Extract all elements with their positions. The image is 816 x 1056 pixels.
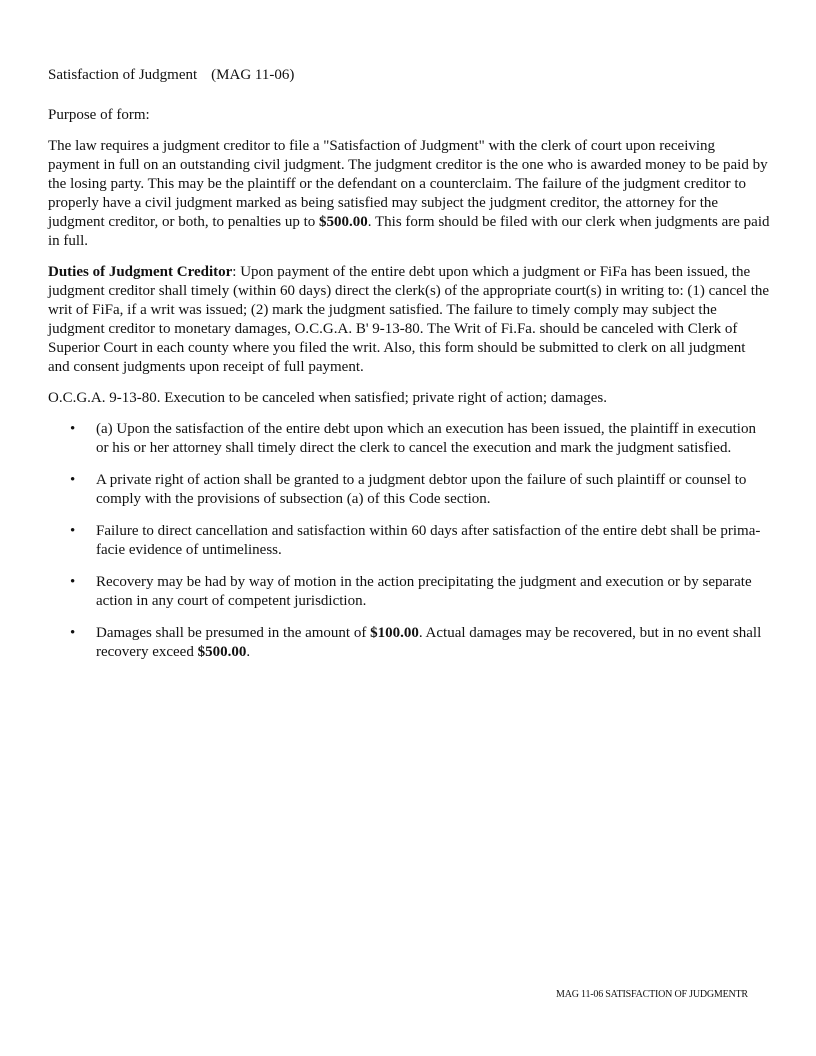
bullet-text: (a) Upon the satisfaction of the entire debt upon which an execution has been issued, the plaintiff in execution or his or her attorney shall timely direct the clerk to cancel the execution and mark the judgment satisfied. xyxy=(96,421,756,456)
purpose-label: Purpose of form: xyxy=(48,107,150,123)
list-item xyxy=(48,420,770,458)
statute-line: O.C.G.A. 9-13-80. Execution to be canceled when satisfied; private right of action; damages. xyxy=(48,390,607,406)
statute-bullet-list xyxy=(48,420,770,662)
form-code: (MAG 11-06) xyxy=(211,67,295,83)
damages-text-start: Damages shall be presumed in the amount of xyxy=(96,625,371,641)
list-item xyxy=(48,471,770,509)
damages-text-end: . xyxy=(246,644,251,660)
form-title: Satisfaction of Judgment xyxy=(48,67,198,83)
presumed-damages-amount: $100.00 xyxy=(370,625,419,641)
duties-text: : Upon payment of the entire debt upon which a judgment or FiFa has been issued, the judgment creditor shall timely (within 60 days) direct the clerk(s) of the appropriate court(s) in writing to: (1) cancel the writ of FiFa, if a writ was issued; (2) mark the judgment satisfied. The failure to timely comply may subject the judgment creditor to monetary damages, O.C.G.A. B' 9-13-80. The Writ of Fi.Fa. should be canceled with Clerk of Superior Court in each county where you filed the writ. Also, this form should be submitted to clerk on all judgment and consent judgments upon receipt of full payment. xyxy=(48,264,770,375)
purpose-paragraph xyxy=(48,137,770,251)
page-footer: MAG 11-06 SATISFACTION OF JUDGMENTR xyxy=(556,989,748,1000)
document-page xyxy=(48,66,770,675)
bullet-text: Failure to direct cancellation and satisfaction within 60 days after satisfaction of the entire debt shall be prima-facie evidence of untimeliness. xyxy=(96,523,761,558)
penalty-amount: $500.00 xyxy=(319,214,368,230)
purpose-text: The law requires a judgment creditor to file a "Satisfaction of Judgment" with the clerk of court upon receiving payment in full on an outstanding civil judgment. The judgment creditor is the one who is awarded money to be paid by the losing party. This may be the plaintiff or the defendant on a counterclaim. The failure of the judgment creditor to properly have a civil judgment marked as being satisfied may subject the judgment creditor, the attorney for the judgment creditor, or both, to penalties up to xyxy=(48,138,768,230)
list-item xyxy=(48,522,770,560)
bullet-icon: • xyxy=(70,625,76,641)
bullet-icon: • xyxy=(70,523,76,539)
bullet-icon: • xyxy=(70,421,76,437)
list-item xyxy=(48,624,770,662)
max-recovery-amount: $500.00 xyxy=(197,644,247,660)
bullet-text xyxy=(96,625,761,660)
list-item xyxy=(48,573,770,611)
damages-text-mid: . Actual damages may be recovered, but in no event shall recovery exceed xyxy=(96,625,762,660)
purpose-tail: . This form should be filed with our clerk when judgments are paid in full. xyxy=(48,214,770,249)
duties-paragraph xyxy=(48,263,770,377)
form-title-line xyxy=(48,66,770,85)
bullet-icon: • xyxy=(70,472,76,488)
duties-heading: Duties of Judgment Creditor xyxy=(48,264,233,280)
bullet-text: Recovery may be had by way of motion in the action precipitating the judgment and execution or by separate action in any court of competent jurisdiction. xyxy=(96,574,752,609)
bullet-icon: • xyxy=(70,574,76,590)
bullet-text: A private right of action shall be granted to a judgment debtor upon the failure of such plaintiff or counsel to comply with the provisions of subsection (a) of this Code section. xyxy=(96,472,747,507)
